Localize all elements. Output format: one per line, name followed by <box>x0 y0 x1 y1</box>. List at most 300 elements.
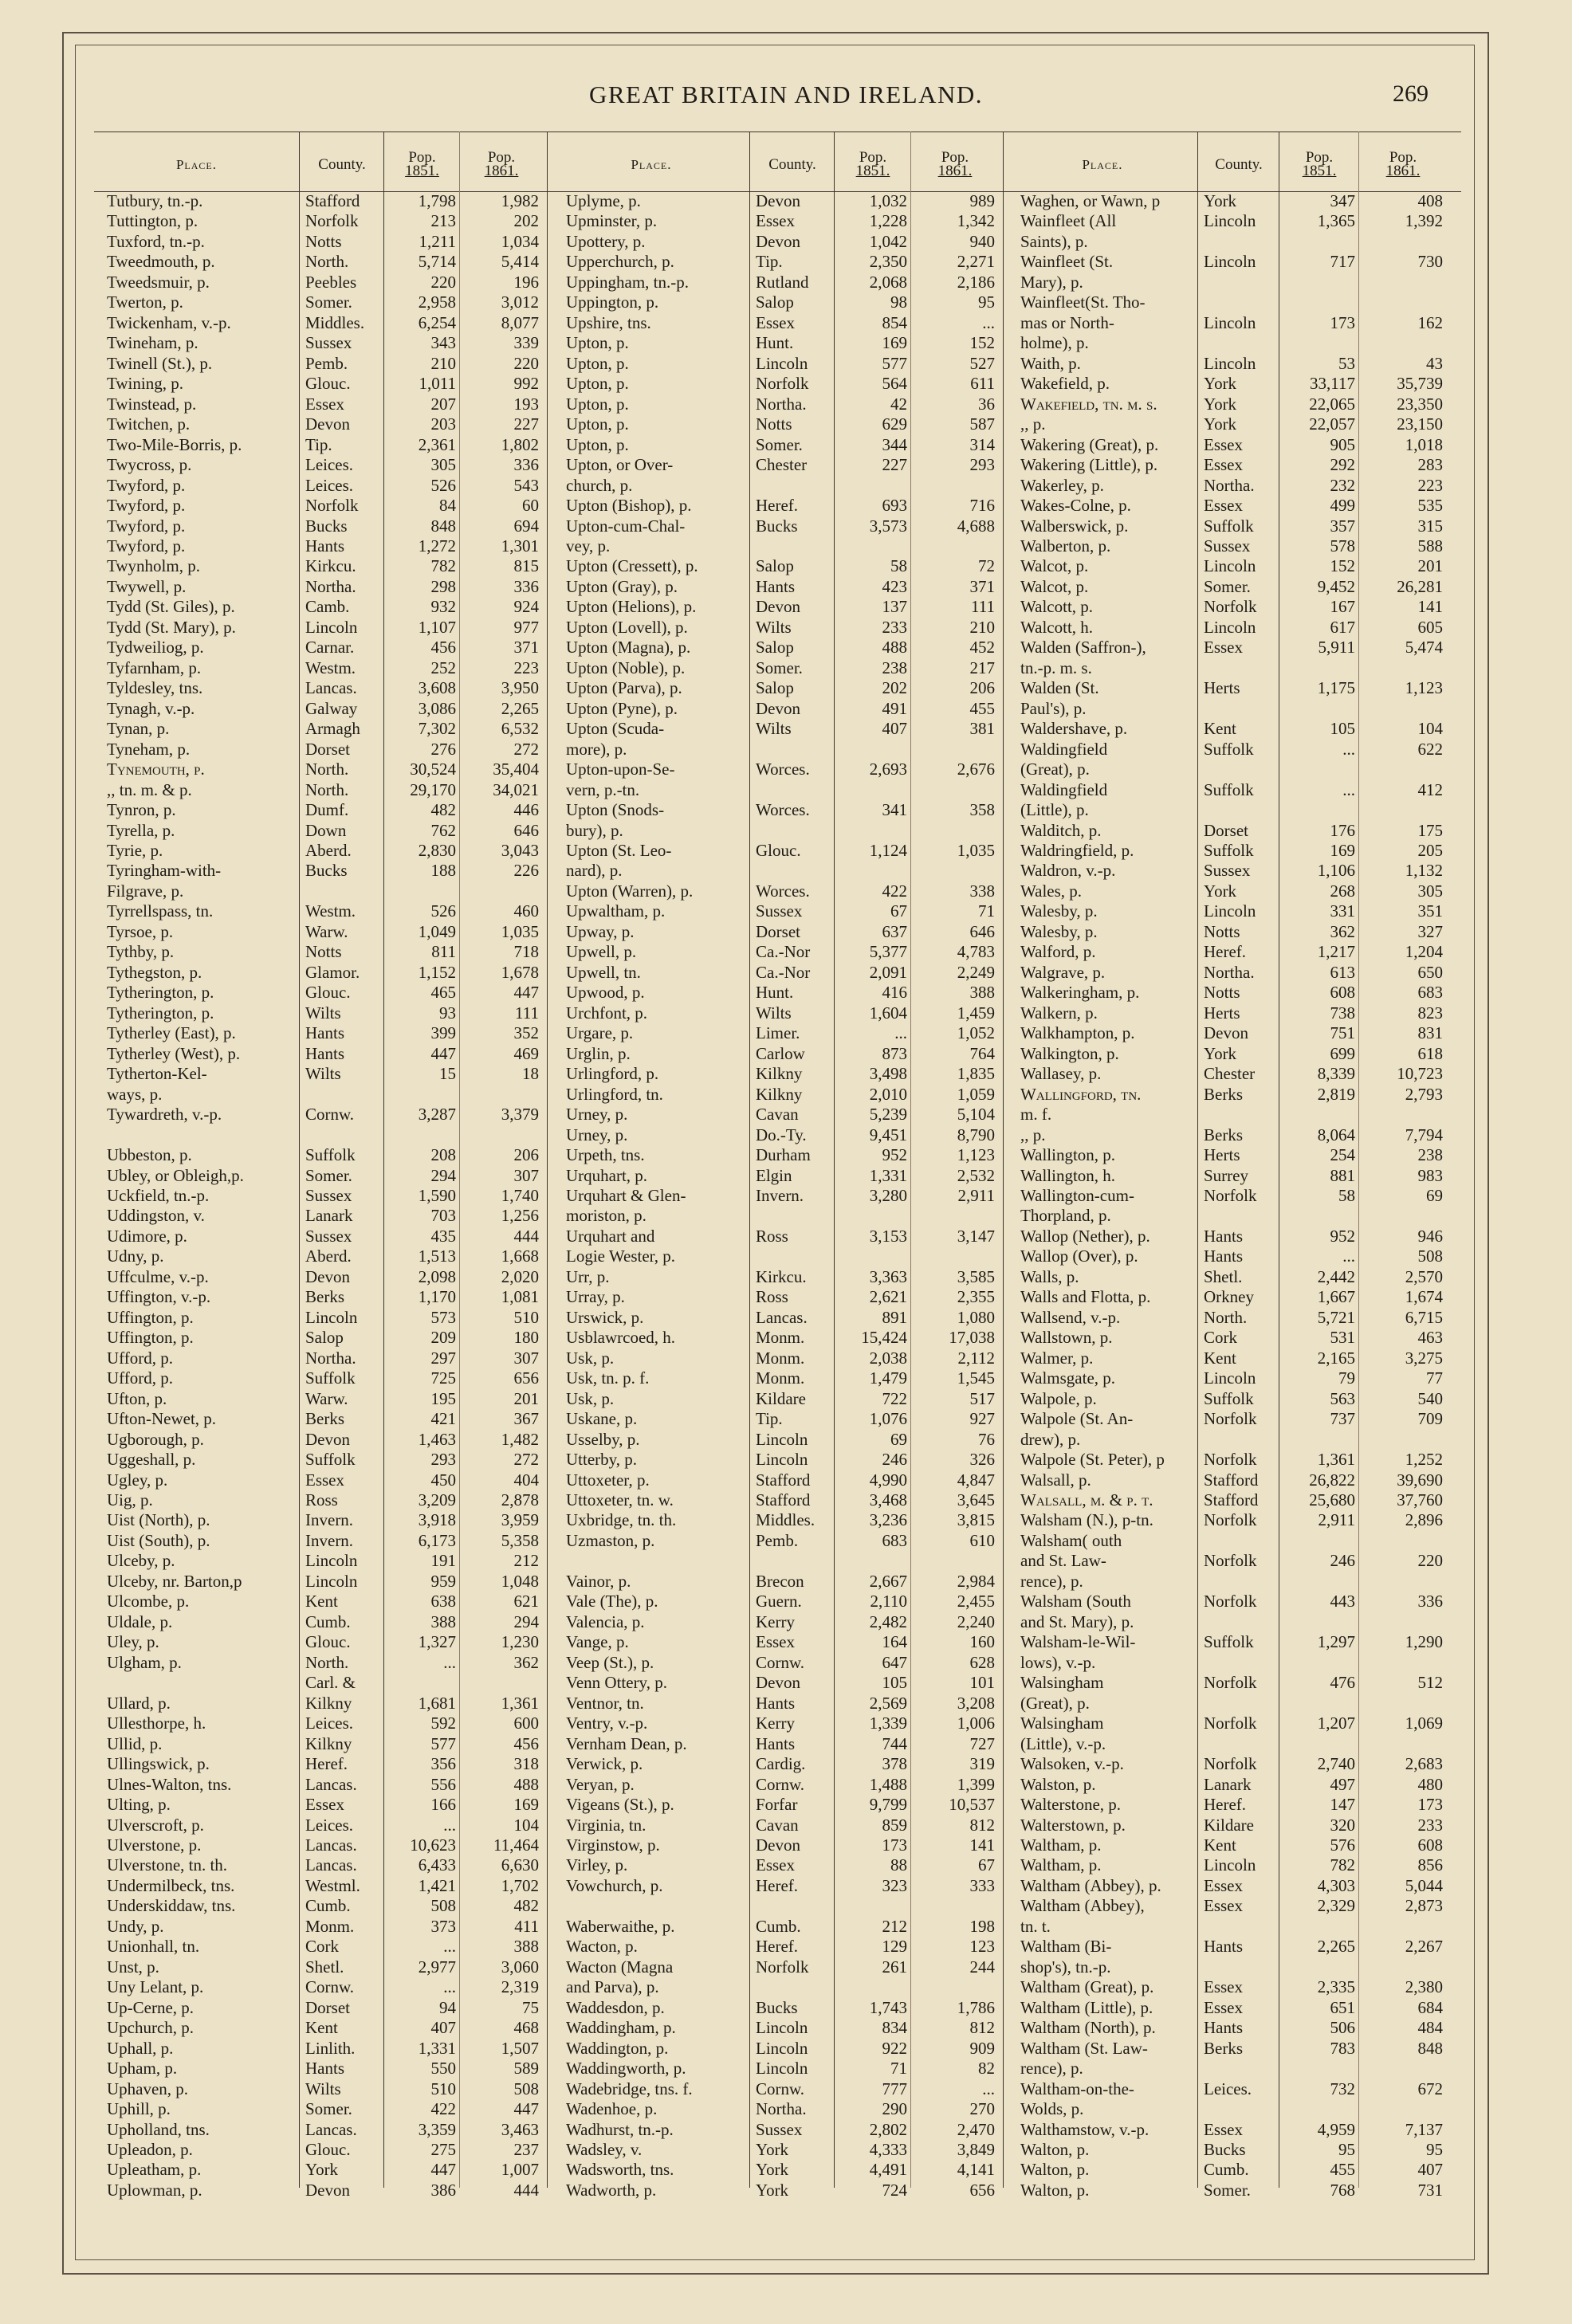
pop-1861: 5,414 <box>501 252 539 272</box>
place-name: Uffculme, v.-p. <box>107 1266 209 1286</box>
table-row <box>0 2079 1572 2099</box>
place-name: Tythegston, p. <box>107 962 202 982</box>
county-name: Suffolk <box>1204 841 1254 860</box>
pop-1851: 834 <box>882 2018 907 2038</box>
county-name: Notts <box>305 231 342 251</box>
county-name: Glouc. <box>756 841 801 860</box>
pop-1851: 105 <box>1330 719 1355 739</box>
place-name: Tyneham, p. <box>107 739 191 759</box>
county-name: Norfolk <box>756 1957 809 1977</box>
pop-1861: 104 <box>513 1815 539 1835</box>
place-name: Unionhall, tn. <box>107 1937 200 1957</box>
pop-1851: 2,350 <box>869 252 907 272</box>
county-name: Cork <box>305 1937 339 1957</box>
pop-1861: 4,141 <box>957 2160 995 2180</box>
pop-1851: 212 <box>882 1916 907 1936</box>
county-name: Berks <box>1204 1125 1243 1144</box>
county-name: Hunt. <box>756 983 794 1003</box>
county-name: Cork <box>1204 1328 1237 1348</box>
pop-1861: 3,585 <box>957 1266 995 1286</box>
pop-1861: 319 <box>969 1754 995 1774</box>
pop-1861: 315 <box>1417 516 1443 536</box>
pop-1851: 1,421 <box>418 1875 456 1895</box>
pop-1851: 169 <box>1330 841 1355 860</box>
pop-1861: 600 <box>513 1714 539 1733</box>
pop-1851: 9,452 <box>1317 576 1355 596</box>
pop-1861: 34,021 <box>493 779 539 799</box>
pop-1851: 2,091 <box>869 962 907 982</box>
pop-1861: 463 <box>1417 1328 1443 1348</box>
place-name: Ulverstone, p. <box>107 1835 202 1855</box>
county-name: Dorset <box>756 921 800 941</box>
place-name: Waith, p. <box>1020 353 1081 373</box>
county-name: Camb. <box>305 597 350 617</box>
county-name: Glouc. <box>305 983 351 1003</box>
pop-1861: 628 <box>969 1652 995 1672</box>
pop-1861: 4,688 <box>957 516 995 536</box>
pop-1851: 210 <box>430 353 456 373</box>
pop-1861: 4,847 <box>957 1470 995 1490</box>
county-name: Kilkny <box>756 1084 803 1104</box>
county-name: Sussex <box>756 2119 803 2139</box>
table-row <box>0 841 1572 861</box>
county-name: Wilts <box>305 1003 341 1023</box>
place-name: Tweedmouth, p. <box>107 252 215 272</box>
pop-1851: 2,329 <box>1317 1896 1355 1916</box>
table-row <box>0 1125 1572 1145</box>
county-name: Lincoln <box>1204 556 1256 576</box>
county-name: Lancas. <box>305 1835 357 1855</box>
place-name: Waltham, p. <box>1020 1855 1102 1875</box>
place-name: Upton (Pyne), p. <box>566 698 678 718</box>
place-name: Walcott, p. <box>1020 597 1094 617</box>
pop-1851: 2,740 <box>1317 1754 1355 1774</box>
pop-1861: 23,350 <box>1397 394 1443 414</box>
pop-1861: 8,790 <box>957 1125 995 1144</box>
place-name: Wainfleet (All <box>1020 211 1117 231</box>
county-name: Bucks <box>756 516 798 536</box>
county-name: Durham <box>756 1145 811 1165</box>
pop-1851: 167 <box>1330 597 1355 617</box>
table-row <box>0 942 1572 962</box>
pop-1861: 977 <box>513 617 539 637</box>
pop-1861: 5,104 <box>957 1105 995 1125</box>
place-name: Uffington, v.-p. <box>107 1287 211 1307</box>
pop-1851: 703 <box>430 1206 456 1226</box>
pop-1861: 1,123 <box>1405 678 1443 698</box>
pop-1851: 15 <box>439 1064 456 1084</box>
place-name: Upway, p. <box>566 921 635 941</box>
pop-1861: 26,281 <box>1397 576 1443 596</box>
table-row <box>0 1267 1572 1287</box>
pop-1851: 8,064 <box>1317 1125 1355 1144</box>
pop-1861: 447 <box>513 983 539 1003</box>
county-name: Kent <box>1204 719 1236 739</box>
county-name: York <box>1204 881 1237 901</box>
pop-1851: 416 <box>882 983 907 1003</box>
pop-1851: 563 <box>1330 1388 1355 1408</box>
county-name: Somer. <box>756 434 803 454</box>
pop-1861: 2,896 <box>1405 1510 1443 1530</box>
place-name: Upwaltham, p. <box>566 901 666 921</box>
pop-1861: 1,301 <box>501 536 539 555</box>
place-name: Ulcombe, p. <box>107 1592 190 1611</box>
table-row <box>0 2039 1572 2059</box>
table-row <box>0 516 1572 536</box>
county-name: Hants <box>1204 1246 1243 1266</box>
pop-1861: 72 <box>978 556 995 576</box>
county-name: York <box>756 2180 789 2200</box>
pop-1861: 381 <box>969 719 995 739</box>
place-name: Walsingham <box>1020 1714 1104 1733</box>
place-name: Tuxford, tn.-p. <box>107 231 205 251</box>
table-row <box>0 1592 1572 1611</box>
place-name: Upton, p. <box>566 353 629 373</box>
county-name: Wilts <box>305 1064 341 1084</box>
place-name: Waldingfield <box>1020 739 1108 759</box>
pop-1851: 275 <box>430 2140 456 2159</box>
county-name: Notts <box>1204 983 1240 1003</box>
county-name: Essex <box>756 312 795 332</box>
place-name: Wadebridge, tns. f. <box>566 2079 693 2098</box>
pop-1861: 989 <box>969 191 995 210</box>
pop-1861: 1,507 <box>501 2038 539 2058</box>
pop-1851: 3,363 <box>869 1266 907 1286</box>
place-name: Upton (Lovell), p. <box>566 617 688 637</box>
county-name: Lincoln <box>756 1429 808 1449</box>
place-name: Urpeth, tns. <box>566 1145 645 1165</box>
place-name: Uffington, p. <box>107 1328 194 1348</box>
table-row <box>0 597 1572 617</box>
place-name: Upton (Parva), p. <box>566 678 682 698</box>
pop-1851: 9,451 <box>869 1125 907 1144</box>
county-name: Cavan <box>756 1815 799 1835</box>
county-name: York <box>305 2160 339 2180</box>
pop-1851: 129 <box>882 1937 907 1957</box>
place-name: Upperchurch, p. <box>566 252 674 272</box>
table-row <box>0 1572 1572 1592</box>
pop-1861: 111 <box>971 597 995 617</box>
table-row <box>0 333 1572 353</box>
pop-1861: 1,459 <box>957 1003 995 1023</box>
place-name: Usk, tn. p. f. <box>566 1368 650 1388</box>
pop-1851: 5,239 <box>869 1105 907 1125</box>
county-name: Heref. <box>756 1875 799 1895</box>
pop-1851: ... <box>1342 779 1355 799</box>
pop-1851: 952 <box>882 1145 907 1165</box>
county-name: Norfolk <box>1204 597 1257 617</box>
pop-1851: 276 <box>430 739 456 759</box>
place-name: Walton, p. <box>1020 2160 1090 2180</box>
table-row <box>0 191 1572 211</box>
pop-1851: 22,065 <box>1309 394 1355 414</box>
county-name: Hants <box>305 1043 344 1063</box>
pop-1861: 217 <box>969 658 995 677</box>
pop-1861: 1,802 <box>501 434 539 454</box>
place-name: Uny Lelant, p. <box>107 1977 204 1997</box>
pop-1861: 408 <box>1417 191 1443 210</box>
pop-1861: 587 <box>969 414 995 434</box>
place-name: lows), v.-p. <box>1020 1652 1096 1672</box>
table-row <box>0 1977 1572 1997</box>
place-name: Upton, p. <box>566 333 629 353</box>
pop-1861: 60 <box>522 496 539 516</box>
pop-1851: 6,173 <box>418 1530 456 1550</box>
table-row <box>0 1105 1572 1125</box>
place-name: Uplyme, p. <box>566 191 641 210</box>
pop-1861: 512 <box>1417 1673 1443 1693</box>
place-name: Udny, p. <box>107 1246 164 1266</box>
pop-1851: 191 <box>430 1551 456 1571</box>
county-name: Lincoln <box>756 2059 808 2079</box>
pop-1851: 1,590 <box>418 1185 456 1205</box>
pop-1851: 1,463 <box>418 1429 456 1449</box>
county-name: Berks <box>1204 2038 1243 2058</box>
county-name: Lancas. <box>305 2119 357 2139</box>
table-row <box>0 1409 1572 1429</box>
county-name: Bucks <box>305 861 348 881</box>
place-name: Upleatham, p. <box>107 2160 202 2180</box>
pop-1861: 455 <box>969 698 995 718</box>
pop-1851: 42 <box>890 394 907 414</box>
place-name: Usselby, p. <box>566 1429 640 1449</box>
table-row <box>0 1186 1572 1206</box>
pop-1861: 3,147 <box>957 1226 995 1246</box>
place-name: Waddingworth, p. <box>566 2059 686 2079</box>
county-name: Leices. <box>305 1714 354 1733</box>
county-name: Dumf. <box>305 800 349 820</box>
pop-1861: 226 <box>513 861 539 881</box>
county-name: North. <box>305 760 349 779</box>
place-name: tn.-p. m. s. <box>1020 658 1092 677</box>
pop-1861: 314 <box>969 434 995 454</box>
county-name: Glouc. <box>305 1632 351 1652</box>
county-name: Notts <box>756 414 792 434</box>
place-name: Walsham-le-Wil- <box>1020 1632 1136 1652</box>
pop-1851: 1,339 <box>869 1714 907 1733</box>
pop-1851: 378 <box>882 1754 907 1774</box>
pop-1861: 371 <box>513 638 539 658</box>
pop-1851: ... <box>443 1815 456 1835</box>
pop-1851: 482 <box>430 800 456 820</box>
table-row <box>0 1551 1572 1571</box>
pop-1861: 622 <box>1417 739 1443 759</box>
column-header-county: County. <box>1215 155 1263 173</box>
pop-1851: 1,228 <box>869 211 907 231</box>
county-name: Norfolk <box>1204 1510 1257 1530</box>
county-name: Linlith. <box>305 2038 356 2058</box>
county-name: Cornw. <box>756 1652 805 1672</box>
pop-1861: 1,482 <box>501 1429 539 1449</box>
table-row <box>0 1917 1572 1937</box>
pop-1851: 1,272 <box>418 536 456 555</box>
pop-1861: 407 <box>1417 2160 1443 2180</box>
place-name: Twycross, p. <box>107 455 192 475</box>
pop-1861: 992 <box>513 374 539 394</box>
pop-1851: 881 <box>1330 1165 1355 1185</box>
pop-1851: 169 <box>882 333 907 353</box>
pop-1851: 4,491 <box>869 2160 907 2180</box>
pop-1851: ... <box>443 1937 456 1957</box>
pop-1851: 1,331 <box>418 2038 456 2058</box>
place-name: Walton, p. <box>1020 2140 1090 2159</box>
pop-1851: 26,822 <box>1309 1470 1355 1490</box>
table-row <box>0 577 1572 597</box>
table-row <box>0 2181 1572 2200</box>
place-name: Uphall, p. <box>107 2038 174 2058</box>
place-name: Wallasey, p. <box>1020 1064 1102 1084</box>
pop-1851: 3,236 <box>869 1510 907 1530</box>
county-name: Hants <box>756 1693 795 1713</box>
place-name: Waltham (Abbey), p. <box>1020 1875 1161 1895</box>
county-name: Stafford <box>756 1490 811 1509</box>
pop-1861: 3,815 <box>957 1510 995 1530</box>
pop-1851: 10,623 <box>410 1835 456 1855</box>
county-name: Norfolk <box>305 496 359 516</box>
county-name: Hants <box>305 536 344 555</box>
county-name: Essex <box>1204 1875 1243 1895</box>
pop-1861: 270 <box>969 2099 995 2119</box>
county-name: Essex <box>1204 2119 1243 2139</box>
county-name: Berks <box>1204 1084 1243 1104</box>
county-name: Kent <box>1204 1348 1236 1368</box>
table-row <box>0 1957 1572 1977</box>
pop-1851: 173 <box>882 1835 907 1855</box>
place-name: Vange, p. <box>566 1632 629 1652</box>
pop-1861: 2,249 <box>957 962 995 982</box>
county-name: Kildare <box>756 1388 806 1408</box>
county-name: Salop <box>756 638 794 658</box>
pop-1851: 744 <box>882 1733 907 1753</box>
county-name: Northa. <box>756 394 807 414</box>
pop-1851: 647 <box>882 1652 907 1672</box>
place-name: Uffington, p. <box>107 1307 194 1327</box>
county-name: Carlow <box>756 1043 805 1063</box>
place-name: Waltham (Bi- <box>1020 1937 1112 1957</box>
pop-1851: 556 <box>430 1774 456 1794</box>
place-name: Uig, p. <box>107 1490 153 1509</box>
table-row <box>0 1734 1572 1754</box>
pop-1851: 2,569 <box>869 1693 907 1713</box>
table-row <box>0 1328 1572 1348</box>
place-name: Twinstead, p. <box>107 394 197 414</box>
pop-1851: 506 <box>1330 2018 1355 2038</box>
place-name: Underskiddaw, tns. <box>107 1896 236 1916</box>
pop-1851: 9,799 <box>869 1795 907 1815</box>
place-name: Upton (St. Leo- <box>566 841 672 860</box>
place-name: Urlingford, p. <box>566 1064 659 1084</box>
county-name: Surrey <box>1204 1165 1248 1185</box>
place-name: Twineham, p. <box>107 333 198 353</box>
county-name: Hants <box>1204 2018 1243 2038</box>
pop-1861: 2,878 <box>501 1490 539 1509</box>
place-name: Walden (Saffron-), <box>1020 638 1146 658</box>
table-row <box>0 395 1572 414</box>
place-name: Ullesthorpe, h. <box>107 1714 206 1733</box>
place-name: Usk, p. <box>566 1348 615 1368</box>
pop-1851: 1,076 <box>869 1409 907 1429</box>
table-row <box>0 2160 1572 2180</box>
place-name: Twitchen, p. <box>107 414 191 434</box>
place-name: Walden (St. <box>1020 678 1099 698</box>
county-name: Stafford <box>1204 1490 1259 1509</box>
table-row <box>0 1064 1572 1084</box>
place-name: Wakefield, tn. m. s. <box>1020 394 1157 414</box>
county-name: Hants <box>756 1733 795 1753</box>
pop-1861: 69 <box>1426 1185 1443 1205</box>
place-name: Walkhampton, p. <box>1020 1023 1135 1043</box>
pop-1851: 465 <box>430 983 456 1003</box>
place-name: Wallington, p. <box>1020 1145 1116 1165</box>
pop-1851: 777 <box>882 2079 907 2098</box>
county-name: Lincoln <box>1204 312 1256 332</box>
place-name: Ufford, p. <box>107 1348 174 1368</box>
column-header-pop-1851: Pop. 1851. <box>405 149 439 179</box>
table-row <box>0 1775 1572 1795</box>
pop-1851: 94 <box>439 1997 456 2017</box>
place-name: Twinell (St.), p. <box>107 353 213 373</box>
pop-1851: 447 <box>430 1043 456 1063</box>
pop-1861: 468 <box>513 2018 539 2038</box>
county-name: Bucks <box>756 1997 798 2017</box>
pop-1851: 531 <box>1330 1328 1355 1348</box>
pop-1851: 751 <box>1330 1023 1355 1043</box>
place-name: Tydweiliog, p. <box>107 638 204 658</box>
county-name: Sussex <box>1204 536 1251 555</box>
place-name: Wadsworth, tns. <box>566 2160 674 2180</box>
pop-1851: 3,086 <box>418 698 456 718</box>
pop-1851: 209 <box>430 1328 456 1348</box>
table-row <box>0 658 1572 678</box>
pop-1851: 443 <box>1330 1592 1355 1611</box>
table-row <box>0 1166 1572 1186</box>
place-name: Walterstone, p. <box>1020 1795 1122 1815</box>
pop-1851: 1,211 <box>419 231 456 251</box>
place-name: Wallsend, v.-p. <box>1020 1307 1121 1327</box>
county-name: Essex <box>1204 496 1243 516</box>
place-name: Walsall, p. <box>1020 1470 1091 1490</box>
pop-1851: 4,303 <box>1317 1875 1355 1895</box>
pop-1861: 2,455 <box>957 1592 995 1611</box>
pop-1851: 848 <box>430 516 456 536</box>
county-name: Somer. <box>756 658 803 677</box>
place-name: Walkern, p. <box>1020 1003 1098 1023</box>
pop-1861: 1,668 <box>501 1246 539 1266</box>
place-name: Upton (Warren), p. <box>566 881 694 901</box>
pop-1851: 362 <box>1330 921 1355 941</box>
pop-1851: 859 <box>882 1815 907 1835</box>
pop-1861: 362 <box>513 1652 539 1672</box>
county-name: Invern. <box>756 1185 804 1205</box>
county-name: Devon <box>756 1835 800 1855</box>
pop-1851: 577 <box>430 1733 456 1753</box>
table-row <box>0 1085 1572 1105</box>
pop-1861: 227 <box>513 414 539 434</box>
pop-1861: 527 <box>969 353 995 373</box>
pop-1851: 88 <box>890 1855 907 1875</box>
pop-1851: 423 <box>882 576 907 596</box>
pop-1851: 2,098 <box>418 1266 456 1286</box>
place-name: Upton (Cressett), p. <box>566 556 698 576</box>
pop-1861: 77 <box>1426 1368 1443 1388</box>
pop-1851: 629 <box>882 414 907 434</box>
county-name: Shetl. <box>305 1957 344 1977</box>
table-row <box>0 455 1572 475</box>
pop-1861: 169 <box>513 1795 539 1815</box>
county-name: Devon <box>305 2180 350 2200</box>
pop-1851: 323 <box>882 1875 907 1895</box>
pop-1861: 909 <box>969 2038 995 2058</box>
